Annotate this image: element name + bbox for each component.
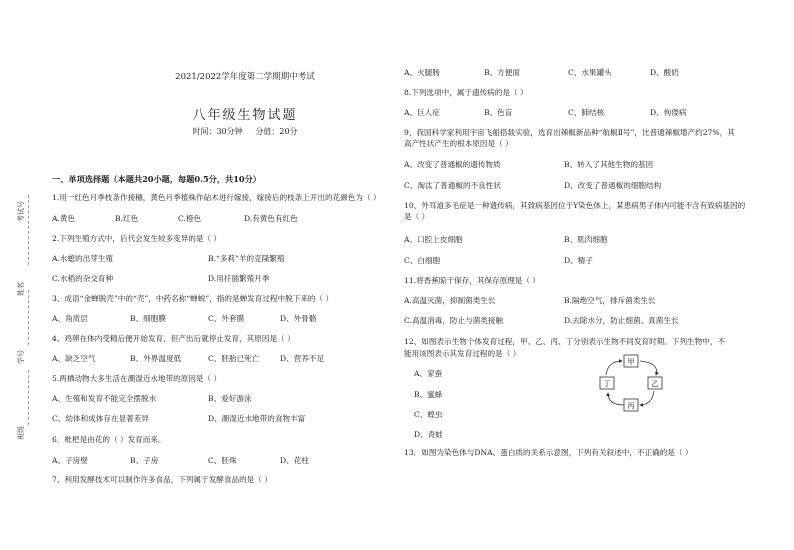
binding-label-name: 姓名	[17, 282, 25, 296]
question-9: 9、我国科学家利用宇宙飞船搭载实验，选育出辣椒新品种“航椒Ⅱ号”，比普通辣椒增产约27%，其	[404, 128, 735, 137]
option-c: C、幼体和成体存在显著差异	[52, 414, 149, 423]
option-d: D、酸奶	[650, 68, 679, 77]
option-c: C、外套膜	[208, 314, 245, 323]
binding-dash-line	[28, 370, 29, 425]
option-b: B.红色	[115, 214, 139, 223]
option-a: A、子房壁	[52, 456, 88, 465]
option-b: B、蜜蜂	[414, 390, 443, 399]
option-a: A、火腿肠	[404, 68, 440, 77]
option-b: B.隔绝空气，排斥菌类生长	[564, 296, 656, 305]
option-d: D、青蛙	[414, 430, 443, 439]
option-b: B、细胞膜	[130, 314, 166, 323]
option-b: B、外界温度低	[130, 354, 182, 363]
option-a: A、生殖和发育不能完全摆脱水	[52, 394, 157, 403]
question-4: 4、鸡卵在体内受精后便开始发育，但产出后就停止发育，其原因是（ ）	[52, 334, 295, 343]
page-title: 八年级生物试题	[192, 108, 298, 123]
question-10-line-2: 是（ ）	[404, 212, 430, 221]
option-b: B、子房	[130, 456, 159, 465]
question-13: 13．如图为染色体与DNA、蛋白质的关系示意图，下列有关叙述中，不正确的是（ ）	[404, 448, 693, 457]
binding-dash-line	[28, 195, 29, 265]
option-c: C、胚胎已死亡	[208, 354, 260, 363]
binding-label-exam-number: 考试号	[17, 201, 25, 222]
development-cycle-diagram	[594, 353, 668, 413]
option-c: C.橙色	[178, 214, 202, 223]
question-5: 5.两栖动物大多生活在潮湿近水地带的原因是（ ）	[52, 374, 222, 383]
option-c: C.水稻的杂交育种	[52, 274, 114, 283]
option-d: D、精子	[564, 256, 593, 265]
option-d: D、花柱	[280, 456, 309, 465]
binding-dash-line	[28, 290, 29, 345]
option-a: A、改变了普通椒的遗传物质	[404, 160, 501, 169]
option-a: A.高温灭菌，抑制菌类生长	[404, 296, 496, 305]
option-a: A、缺乏空气	[52, 354, 96, 363]
question-9-line-2: 高产性状产生的根本原因是（ ）	[404, 139, 513, 148]
score: 分值：20分	[255, 127, 298, 136]
option-a: A、家蚕	[414, 369, 443, 378]
time-limit: 时间：30分钟	[192, 127, 243, 136]
option-d: D、营养不足	[280, 354, 325, 363]
exam-meta	[140, 126, 350, 137]
node-bing: 丙	[627, 402, 635, 410]
exam-title: 2021/2022学年度第二学期期中考试	[175, 72, 315, 82]
question-7: 7、利用发酵技术可以制作许多食品，下列属于发酵食品的是（ ）	[52, 475, 272, 484]
option-d: D.去除水分，防止细菌、真菌生长	[564, 316, 679, 325]
question-10: 10、外耳道多毛症是一种遗传病，其致病基因位于Y染色体上，某患病男子体内可能不含有致病基因的	[404, 201, 746, 210]
option-c: C、肺结核	[568, 108, 605, 117]
option-c: C、胚珠	[208, 456, 237, 465]
option-d: D、佝偻病	[650, 108, 687, 117]
option-b: B、方便面	[484, 68, 520, 77]
question-12: 12、如图表示生物个体发育过程，甲、乙、丙、丁分别表示生物不同发育时期。下列生物中，不	[404, 337, 726, 346]
node-yi: 乙	[651, 380, 659, 388]
option-c: C.高温消毒，防止与菌类接触	[404, 316, 504, 325]
question-8: 8.下列选项中，属于遗传病的是（ ）	[404, 88, 528, 97]
option-d: D、外骨骼	[280, 314, 317, 323]
option-d: D、潮湿近水地带的食物丰富	[208, 414, 306, 423]
option-b: B、色盲	[484, 108, 513, 117]
option-b: B.“多莉”羊的克隆繁殖	[208, 254, 285, 263]
option-b: B、爱好游泳	[208, 394, 252, 403]
question-2: 2.下列生殖方式中，后代会发生较多变异的是（ ）	[52, 234, 222, 243]
option-a: A.黄色	[52, 214, 76, 223]
option-a: A、口腔上皮细胞	[404, 235, 463, 244]
option-a: A.水螅的出芽生殖	[52, 254, 114, 263]
node-ding: 丁	[603, 380, 611, 388]
question-11: 11.将香蕉晾干保存，其保存原理是（ ）	[404, 276, 540, 285]
option-c: C、蝗虫	[414, 410, 443, 419]
section-heading: 一、单项选择题（本题共20小题，每题0.5分，共10分）	[52, 174, 261, 184]
option-d: D.有黄色有红色	[244, 214, 298, 223]
option-c: C、白细胞	[404, 256, 441, 265]
binding-label-class: 班级	[17, 426, 25, 440]
option-b: B、转入了其他生物的基因	[564, 160, 654, 169]
option-c: C、水果罐头	[568, 68, 612, 77]
node-jia: 甲	[627, 358, 635, 366]
option-d: D.用扦插繁殖月季	[208, 274, 270, 283]
option-c: C、淘汰了普通椒的不良性状	[404, 181, 501, 190]
question-12-line-2: 能用该图表示其发育过程的是（ ）	[404, 349, 521, 358]
option-d: D、改变了普通椒的细胞结构	[564, 181, 662, 190]
binding-label-student-id: 学号	[17, 350, 25, 364]
question-6: 6．枇杷是由花的（ ）发育而来。	[52, 435, 166, 444]
option-b: B、肌肉细胞	[564, 235, 608, 244]
option-a: A、角质层	[52, 314, 88, 323]
option-a: A、巨人症	[404, 108, 440, 117]
question-1: 1.用一红色月季枝条作接穗，黄色月季植株作砧木进行嫁接，嫁接后的枝条上开出的花颜色为（ ）	[52, 193, 381, 202]
question-3: 3、成语“金蝉脱壳”中的“壳”，中药名称“蝉蜕”，指的是蝉发育过程中脱下来的（ ）	[52, 294, 334, 303]
